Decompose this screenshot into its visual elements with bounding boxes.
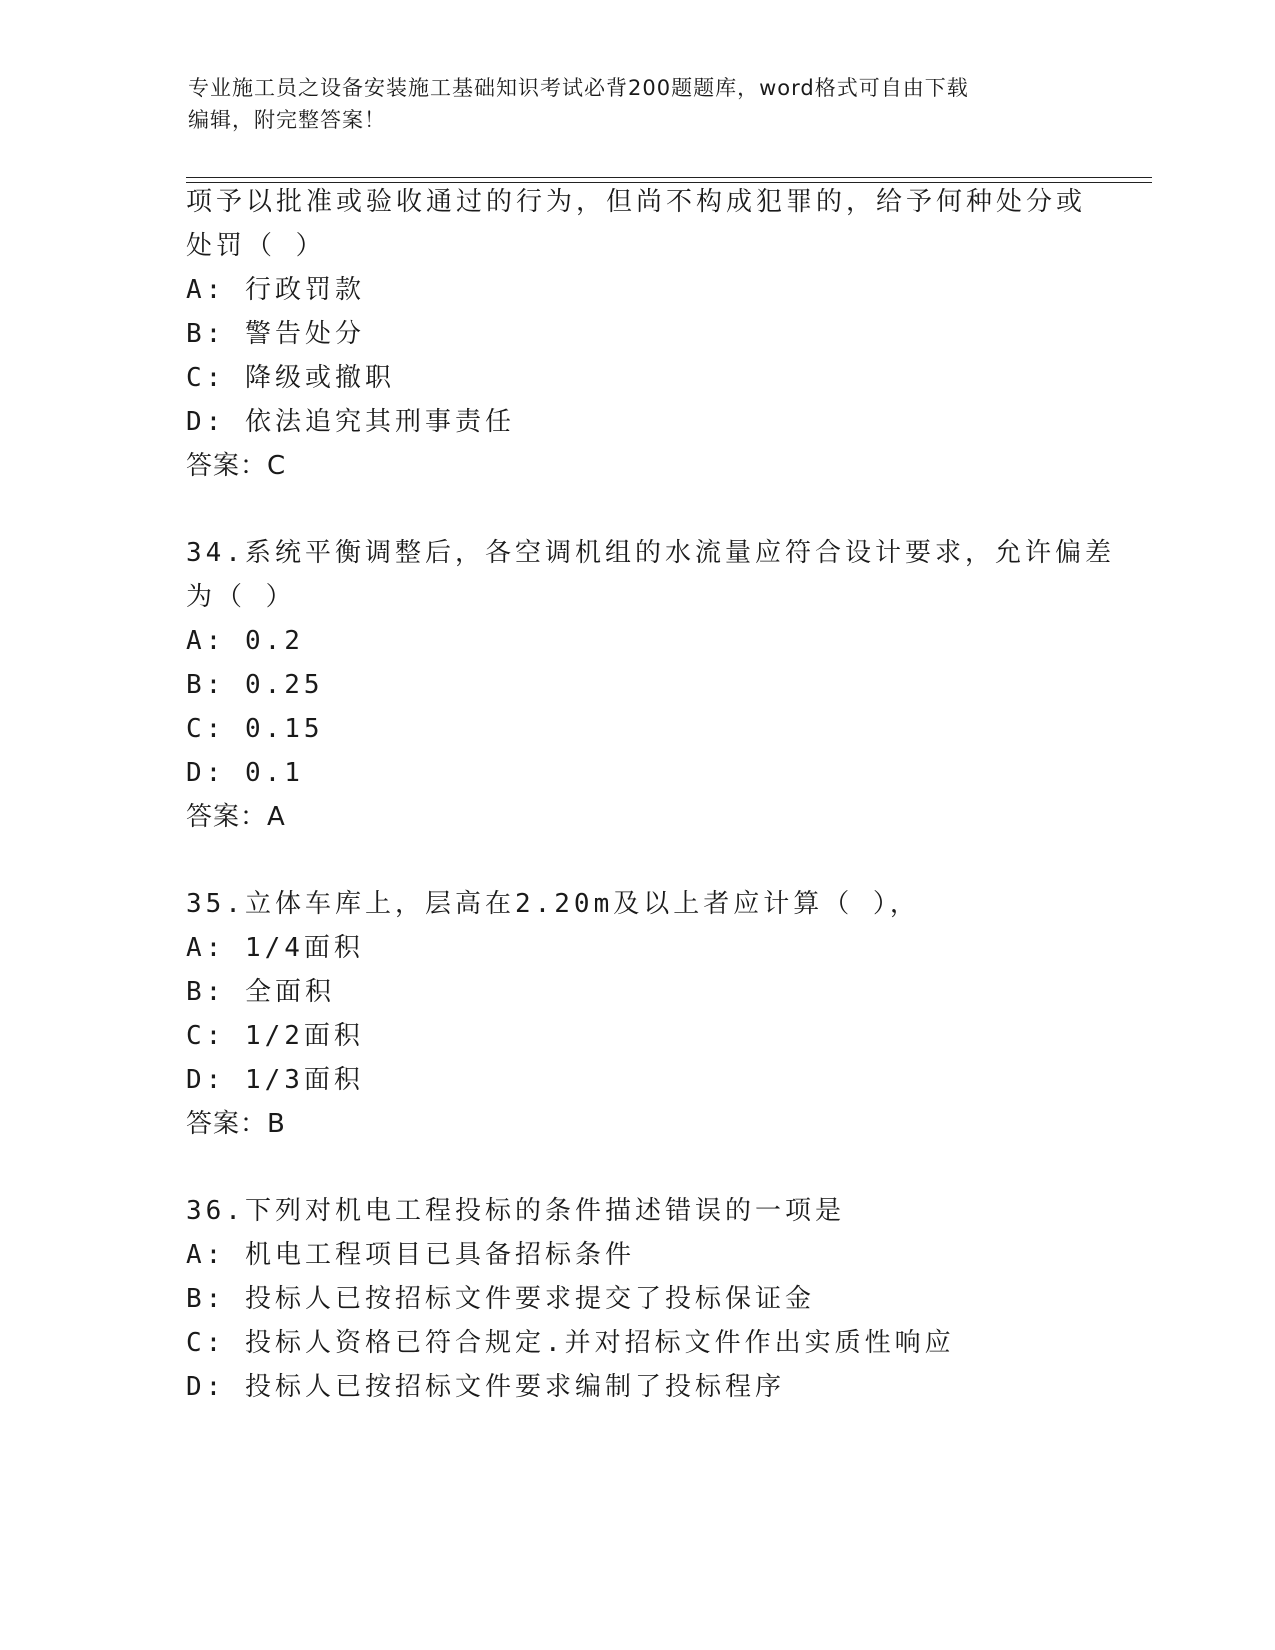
- question-34-option-d: D: 0.1: [186, 758, 304, 788]
- question-35-option-b: B: 全面积: [186, 977, 335, 1007]
- question-36-option-c: C: 投标人资格已符合规定.并对招标文件作出实质性响应: [186, 1328, 955, 1358]
- question-33-option-d: D: 依法追究其刑事责任: [186, 407, 515, 437]
- header-rule-bottom: [186, 182, 1152, 183]
- question-33-option-b: B: 警告处分: [186, 319, 365, 349]
- question-33-answer: 答案：C: [186, 451, 287, 481]
- document-header: [188, 72, 1088, 136]
- question-34-option-c: C: 0.15: [186, 714, 324, 744]
- question-36-option-b: B: 投标人已按招标文件要求提交了投标保证金: [186, 1284, 815, 1314]
- question-34-option-b: B: 0.25: [186, 670, 324, 700]
- question-33-stem-line-1: 项予以批准或验收通过的行为，但尚不构成犯罪的，给予何种处分或: [186, 187, 1087, 217]
- header-rule-top: [186, 177, 1152, 178]
- question-36-option-a: A: 机电工程项目已具备招标条件: [186, 1240, 635, 1270]
- question-36-stem: 36.下列对机电工程投标的条件描述错误的一项是: [186, 1196, 845, 1226]
- question-35-option-c: C: 1/2面积: [186, 1021, 364, 1051]
- question-33-option-c: C: 降级或撤职: [186, 363, 395, 393]
- question-36-option-d: D: 投标人已按招标文件要求编制了投标程序: [186, 1372, 785, 1402]
- question-33-option-a: A: 行政罚款: [186, 275, 365, 305]
- question-34-stem-line-1: 34.系统平衡调整后，各空调机组的水流量应符合设计要求，允许偏差: [186, 538, 1115, 568]
- question-35-stem: 35.立体车库上，层高在2.20m及以上者应计算（ ），: [186, 889, 920, 919]
- header-line-1: 专业施工员之设备安装施工基础知识考试必背200题题库，word格式可自由下载: [188, 76, 969, 100]
- question-35-answer: 答案：B: [186, 1109, 286, 1139]
- question-33-stem-line-2: 处罚（ ）: [186, 231, 326, 261]
- question-34-stem-line-2: 为（ ）: [186, 582, 296, 612]
- question-35-option-a: A: 1/4面积: [186, 933, 364, 963]
- question-34-answer: 答案：A: [186, 802, 286, 832]
- header-line-2: 编辑，附完整答案！: [188, 108, 386, 132]
- question-35-option-d: D: 1/3面积: [186, 1065, 364, 1095]
- question-34-option-a: A: 0.2: [186, 626, 304, 656]
